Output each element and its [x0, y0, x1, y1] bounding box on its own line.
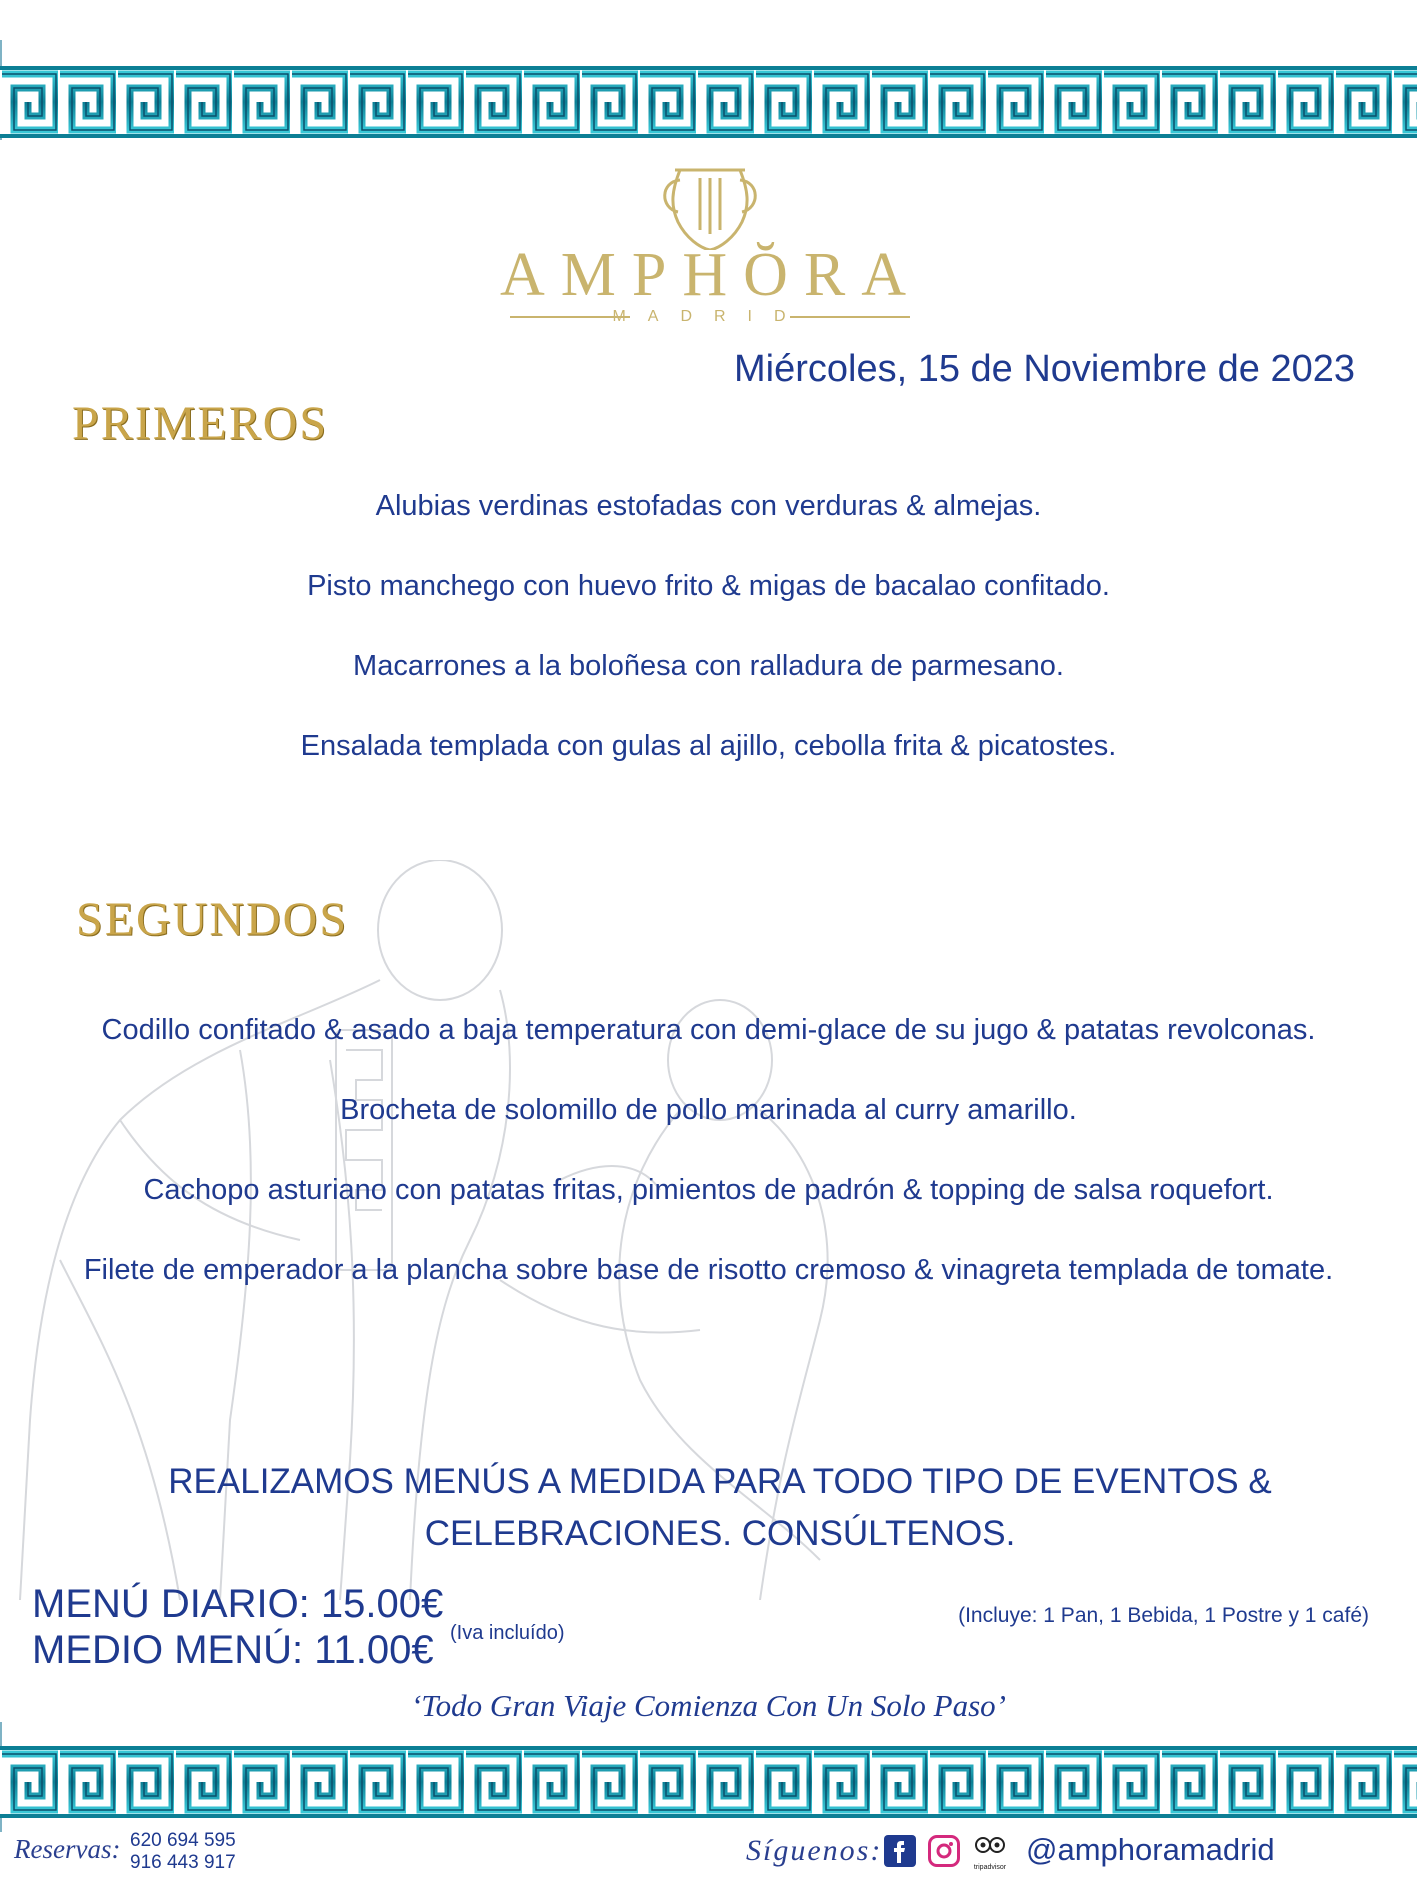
amphora-logo — [500, 160, 923, 340]
events-line-2: CELEBRACIONES. CONSÚLTENOS. — [424, 1514, 1016, 1553]
events-notice — [110, 1456, 1330, 1560]
list-item: Ensalada templada con gulas al ajillo, cebolla frita & picatostes. — [300, 730, 1117, 762]
instagram-icon[interactable] — [928, 1835, 960, 1867]
list-item: Brocheta de solomillo de pollo marinada al curry amarillo. — [340, 1094, 1077, 1126]
iva-note: (Iva incluído) — [450, 1622, 565, 1644]
primeros-list — [0, 486, 1417, 806]
phone-number[interactable]: 916 443 917 — [130, 1852, 236, 1873]
list-item: Pisto manchego con huevo frito & migas de bacalao confitado. — [307, 570, 1110, 602]
greek-key-border-top — [0, 66, 1417, 138]
reservas-label: Reservas: — [14, 1834, 121, 1864]
list-item: Cachopo asturiano con patatas fritas, pimientos de padrón & topping de salsa roquefort. — [143, 1174, 1274, 1206]
tripadvisor-text: tripadvisor — [973, 1864, 1007, 1871]
list-item: Alubias verdinas estofadas con verduras & almejas. — [375, 490, 1042, 522]
segundos-heading: SEGUNDOS — [76, 893, 349, 946]
social-handle[interactable]: @amphoramadrid — [1026, 1832, 1275, 1867]
events-line-1: REALIZAMOS MENÚS A MEDIDA PARA TODO TIPO DE EVENTOS & — [168, 1462, 1272, 1501]
phone-numbers — [130, 1830, 236, 1874]
medio-menu-price: MEDIO MENÚ: 11.00€ — [32, 1628, 434, 1672]
phone-number[interactable]: 620 694 595 — [130, 1830, 236, 1851]
brand-name: AMPHŎRA — [500, 241, 923, 309]
motto-quote: ‘Todo Gran Viaje Comienza Con Un Solo Paso’ — [410, 1688, 1007, 1723]
tripadvisor-icon[interactable] — [972, 1835, 1008, 1871]
list-item: Codillo confitado & asado a baja temperatura con demi-glace de su jugo & patatas revolconas. — [101, 1014, 1316, 1046]
list-item: Macarrones a la boloñesa con ralladura de parmesano. — [353, 650, 1064, 682]
includes-note: (Incluye: 1 Pan, 1 Bebida, 1 Postre y 1 café) — [958, 1604, 1369, 1627]
list-item: Filete de emperador a la plancha sobre base de risotto cremoso & vinagreta templada de tomate. — [83, 1254, 1334, 1286]
siguenos-label: Síguenos: — [746, 1834, 883, 1867]
facebook-icon[interactable] — [884, 1835, 916, 1867]
segundos-list — [0, 1010, 1417, 1330]
primeros-heading: PRIMEROS — [72, 397, 329, 450]
menu-date: Miércoles, 15 de Noviembre de 2023 — [733, 348, 1355, 390]
brand-city: MADRID — [612, 308, 808, 325]
amphora-vase-icon — [500, 160, 920, 250]
menu-diario-price: MENÚ DIARIO: 15.00€ — [32, 1582, 444, 1626]
greek-key-border-bottom — [0, 1746, 1417, 1818]
